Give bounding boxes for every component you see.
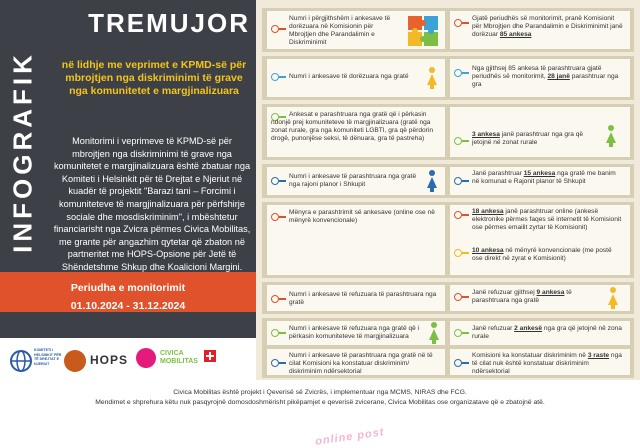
helsinki-committee-logo [10, 346, 60, 376]
answer-text-after: të parashtruara nga gratë [472, 289, 572, 304]
civica-mobilitas-logo [136, 346, 206, 376]
key-icon [271, 25, 285, 32]
question-text: Ankesat e parashtruara nga gratë që i përkasin ndonjë prej komuniteteve të margjinalizuara (gratë nga zonat rurale, gra nga komuniteti LGBTI, gra që përdorin drogë, punonjëse seksi, të dënuara, gra të pastreha) [271, 111, 434, 142]
woman-icon [608, 287, 618, 309]
answer-text [472, 325, 624, 341]
answer-cell [450, 167, 630, 195]
answer-text-main: Janë refuzuar gjithsej [472, 289, 535, 296]
period-banner [0, 272, 256, 312]
answer-text-after: janë parashtruar nga gra që jetojnë në zonat rurale [472, 131, 584, 146]
key-icon [454, 177, 468, 184]
answer-text [472, 170, 624, 186]
key-icon [271, 177, 285, 184]
answer-text-after: nga të cilat nuk është konstatuar diskriminim ndërsektorial [472, 352, 622, 375]
info-row [262, 56, 634, 100]
question-text: Numri i ankesave të parashtruara nga gratë në të cilat Komisioni ka konstatuar diskriminim/ diskriminim ndërsektorial [289, 352, 433, 375]
swiss-flag-icon [204, 350, 216, 362]
vertical-title-text: INFOGRAFIK [7, 51, 38, 253]
key-icon [454, 293, 468, 300]
answer-text [472, 131, 592, 147]
period-dates: 01.10.2024 - 31.12.2024 [70, 300, 186, 312]
page-subtitle: në lidhje me veprimet e KPMD-së për mbrojtjen nga diskriminimi të grave nga komunitetet e margjinalizuara [61, 59, 247, 97]
online-post-stamp: online post [314, 426, 386, 448]
info-row [262, 164, 634, 198]
key-icon [271, 329, 285, 336]
answer-cell [450, 11, 630, 49]
key-icon [271, 359, 285, 366]
answer-cell [450, 107, 630, 157]
answer-text-main: Janë parashtruar [472, 170, 522, 177]
answer-text [472, 208, 624, 232]
answer-highlight: 9 ankesa [536, 289, 565, 296]
question-text: Numri i ankesave të dorëzuara nga gratë [289, 73, 409, 80]
hops-name: HOPS [90, 353, 129, 367]
question-text: Numri i përgjithshëm i ankesave të dorëzuara në Komisionin për Mbrojtjen dhe Parandalimin e Diskriminimit [289, 15, 391, 46]
answer-text-after: janë parashtruar online (ankesë elektronike përmes faqes së internetit të Komisionit ose përmes emailit zyrtar të Komisionit) [472, 208, 622, 231]
answer-cell [450, 205, 630, 275]
period-label: Periudha e monitorimit [70, 282, 186, 294]
question-cell [267, 349, 445, 375]
info-row [262, 282, 634, 314]
project-description: Monitorimi i veprimeve të KPMD-së për mbrojtjen nga diskriminimi të grave nga komunitetet e margjinalizuara është zbatuar nga Komiteti i Helsinkit për të Drejtat e Njeriut në kuadër të projektit "Barazi tani – Forcimi i komuniteteve të margjinalizuara për përfshirje sociale dhe mosdiskriminim", i mbështetur financiarisht nga Zvicra përmes Civica Mobilitas, me grante për angazhim qytetar që zbaton në partneritet me HOPS-Opsione për Jetë të Shëndetshme Shkup dhe Koalicioni Margini. [53, 136, 251, 272]
key-icon [271, 213, 285, 220]
answer-highlight: 85 ankesa [499, 31, 532, 38]
answer-cell [450, 59, 630, 97]
woman-icon [606, 125, 616, 147]
answer-text [472, 247, 624, 263]
question-cell [267, 321, 445, 345]
answer-text-main: Gjatë periudhës së monitorimit, pranë Komisionit për Mbrojtjen dhe Parandalimin e Diskriminimit janë dorëzuar [472, 15, 623, 38]
answer-text-main: Janë refuzuar [472, 325, 513, 332]
answer-highlight: 10 ankesa [472, 247, 504, 254]
key-icon [454, 359, 468, 366]
key-icon [454, 329, 468, 336]
key-icon [454, 211, 468, 218]
info-row [262, 318, 634, 348]
answer-cell [450, 349, 630, 375]
answer-text-after: nga gra që jetojnë në zona rurale [472, 325, 622, 340]
helsinki-committee-name: KOMITETI I HELSINKIT PËR TË DREJTAT E NJERIUT [34, 348, 62, 366]
answer-cell [450, 321, 630, 345]
footer-line-2: Mendimet e shprehura këtu nuk pasqyrojnë domosdoshmërisht pikëpamjet e qeverisë zvicerane, Civica Mobilitas ose organizatave që e zbatojnë atë. [95, 399, 545, 406]
key-icon [454, 249, 468, 256]
answer-text-main: Komisioni ka konstatuar diskriminim në [472, 352, 586, 359]
info-row [262, 104, 634, 160]
answer-text [472, 289, 598, 305]
hops-emblem [64, 350, 86, 372]
puzzle-icon [407, 15, 439, 47]
key-icon [454, 137, 468, 144]
question-cell [267, 11, 445, 49]
key-icon [271, 73, 285, 80]
question-cell [267, 285, 445, 311]
answer-cell [450, 285, 630, 311]
question-text: Numri i ankesave të parashtruara nga gratë nga rajoni planor i Shkupit [289, 173, 417, 188]
answer-highlight: 3 raste [587, 352, 610, 359]
woman-icon [427, 170, 437, 192]
answer-highlight: 2 ankesë [514, 325, 543, 332]
key-icon [454, 69, 468, 76]
answer-text-after: në mënyrë konvencionale (me postë ose direkt në zyrat e Komisionit) [472, 247, 612, 262]
answer-highlight: 18 ankesa [472, 208, 504, 215]
answer-text-after: nga gratë me banim në komunat e Rajonit planor të Shkupit [472, 170, 616, 185]
question-cell [267, 59, 445, 97]
globe-icon [10, 350, 32, 372]
woman-icon [427, 67, 437, 89]
info-row [262, 346, 634, 378]
answer-text-after: parashtruar nga gra [472, 73, 619, 88]
left-panel [0, 0, 256, 338]
answer-highlight: 15 ankesa [523, 170, 556, 177]
answer-text [472, 352, 624, 376]
key-icon [271, 295, 285, 302]
answer-text-main: Nga gjithsej 85 ankesa të parashtruara gjatë periudhës së monitorimit, [472, 65, 602, 80]
info-row [262, 8, 634, 52]
answer-text [472, 65, 624, 89]
question-text: Numri i ankesave të refuzuara të parashtruara nga gratë [289, 291, 437, 306]
page-title: TREMUJOR [88, 8, 250, 38]
civica-emblem [136, 348, 156, 368]
hops-logo [64, 348, 132, 374]
footer-line-1: Civica Mobilitas është projekt i Qeverisë së Zvicrës, i implementuar nga MCMS, NIRAS dhe FCG. [173, 389, 467, 396]
question-text: Numri i ankesave të refuzuara nga gratë që i përkasin komuniteteve të margjinalizuara [289, 325, 420, 340]
key-icon [454, 19, 468, 26]
answer-highlight: 28 janë [547, 73, 570, 80]
partner-logos [0, 340, 256, 380]
question-text: Mënyra e parashtrimit së ankesave (online ose në mënyrë konvencionale) [289, 209, 435, 224]
answer-highlight: 3 ankesa [472, 131, 500, 138]
woman-icon [429, 322, 439, 344]
question-cell [267, 107, 445, 157]
civica-name: CIVICA MOBILITAS [160, 350, 198, 365]
answer-text [472, 15, 624, 39]
question-cell [267, 167, 445, 195]
